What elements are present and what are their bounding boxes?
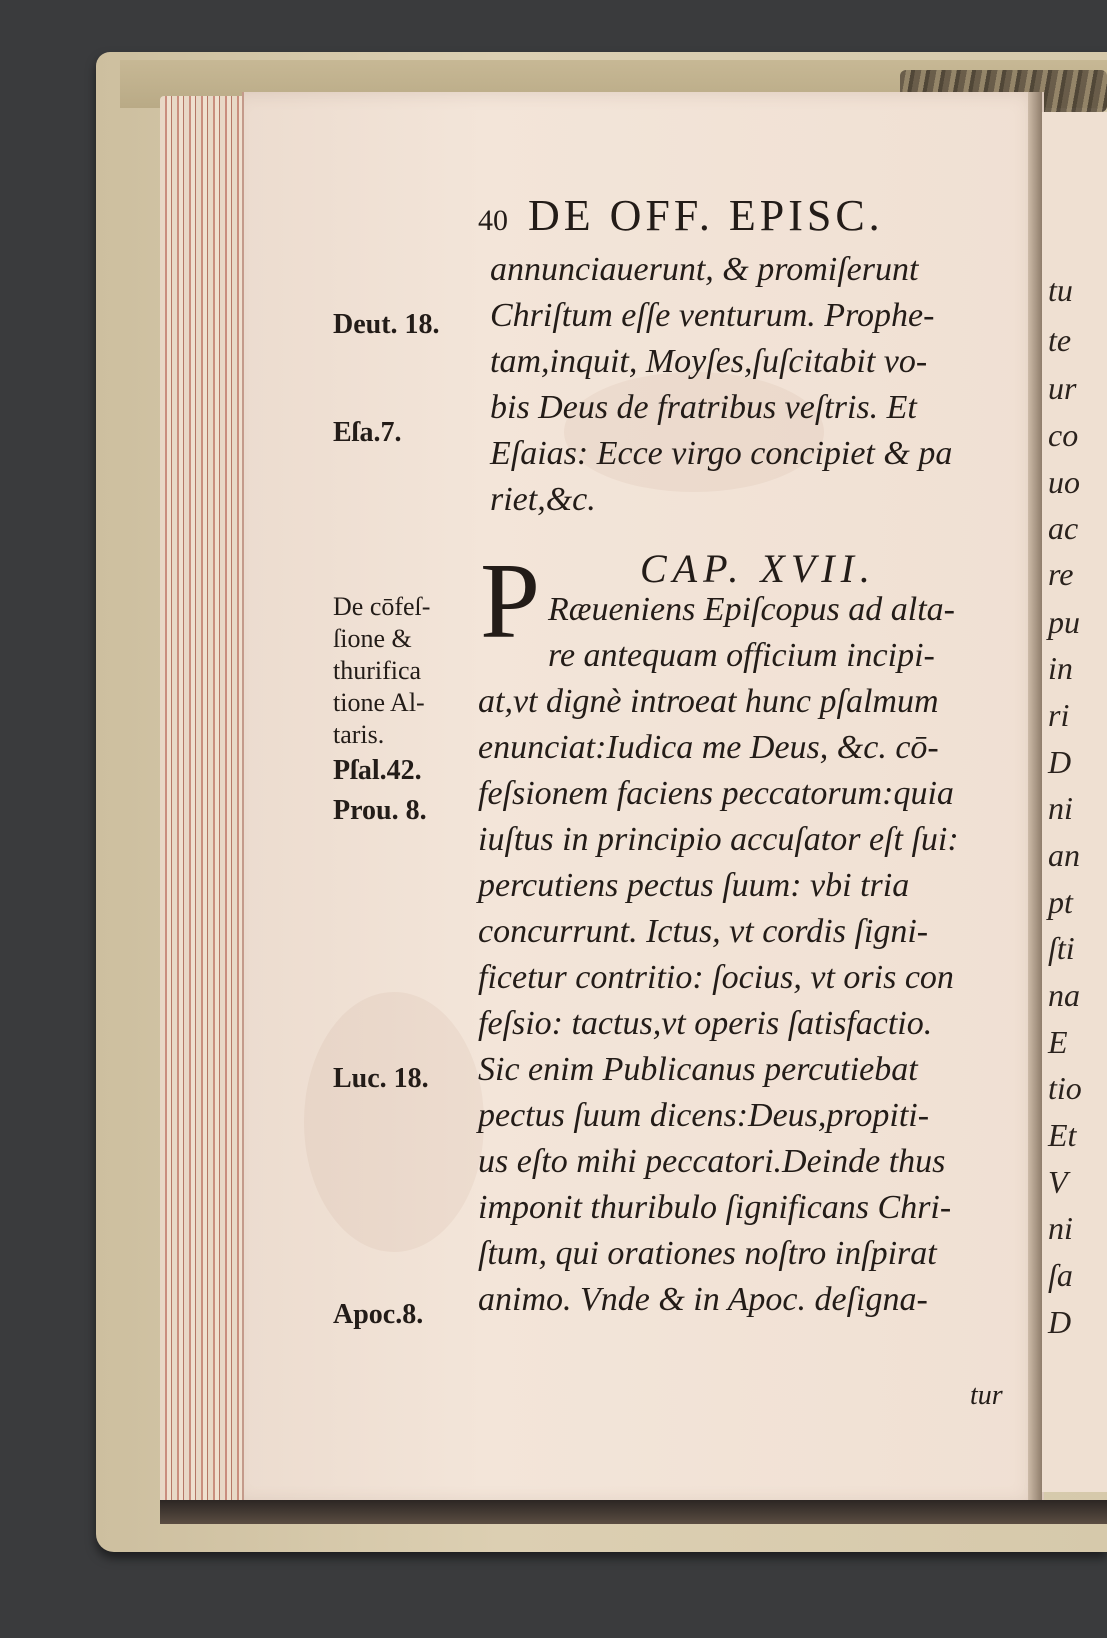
facing-fragment: an <box>1048 837 1080 873</box>
facing-fragment: in <box>1048 650 1073 686</box>
text-line: annunciauerunt, & promiſerunt <box>490 251 919 288</box>
facing-fragment: te <box>1048 322 1072 358</box>
page-number: 40 <box>478 204 508 237</box>
facing-fragment: tio <box>1048 1070 1082 1106</box>
catchword: tur <box>970 1380 1003 1411</box>
text-line: enunciat:Iudica me Deus, &c. cō- <box>478 729 939 766</box>
paper-stain <box>304 992 484 1252</box>
facing-fragment: ur <box>1048 370 1077 406</box>
facing-fragment: tu <box>1048 272 1073 308</box>
facing-fragment: re <box>1048 556 1074 592</box>
margin-note: ſione & <box>333 624 412 653</box>
margin-note: Pſal.42. <box>333 755 422 786</box>
text-line: ſtum, qui orationes noſtro inſpirat <box>478 1235 937 1272</box>
facing-fragment: Et <box>1048 1117 1077 1153</box>
margin-note: Apoc.8. <box>333 1299 424 1330</box>
facing-fragment: ſa <box>1048 1257 1073 1293</box>
text-line: ficetur contritio: ſocius, vt oris con <box>478 959 954 996</box>
gutter <box>1028 92 1042 1504</box>
text-line: pectus ſuum dicens:Deus,propiti- <box>478 1097 930 1134</box>
text-line: riet,&c. <box>490 481 596 518</box>
margin-note: thurifica <box>333 656 422 685</box>
margin-note: Luc. 18. <box>333 1063 429 1094</box>
text-line: at,vt dignè introeat hunc pſalmum <box>478 683 939 720</box>
margin-note: tione Al- <box>333 688 425 717</box>
drop-cap: P <box>480 542 541 661</box>
page-edges <box>160 96 255 1506</box>
facing-fragment: D <box>1048 744 1072 780</box>
facing-fragment: co <box>1048 417 1079 453</box>
margin-note: Eſa.7. <box>333 417 402 448</box>
facing-fragment: ni <box>1048 790 1073 826</box>
facing-page <box>1042 112 1107 1492</box>
margin-note: De cōfeſ- <box>333 592 431 621</box>
margin-note: taris. <box>333 720 385 749</box>
text-line: re antequam officium incipi- <box>548 637 935 674</box>
text-line: Eſaias: Ecce virgo concipiet & pa <box>490 435 953 472</box>
facing-fragment: uo <box>1048 464 1080 500</box>
text-line: us eſto mihi peccatori.Deinde thus <box>478 1143 946 1180</box>
text-line: bis Deus de fratribus veſtris. Et <box>490 389 917 426</box>
text-line: feſsionem faciens peccatorum:quia <box>478 775 954 812</box>
text-line: Chriſtum eſſe venturum. Prophe- <box>490 297 935 334</box>
text-line: tam,inquit, Moyſes,ſuſcitabit vo- <box>490 343 928 380</box>
text-line: Ræueniens Epiſcopus ad alta- <box>548 591 956 628</box>
text-line: Sic enim Publicanus percutiebat <box>478 1051 918 1088</box>
text-line: feſsio: tactus,vt operis ſatisfactio. <box>478 1005 933 1042</box>
facing-fragment: pu <box>1048 604 1080 640</box>
text-line: concurrunt. Ictus, vt cordis ſigni- <box>478 913 929 950</box>
facing-fragment: ni <box>1048 1210 1073 1246</box>
facing-fragment: pt <box>1048 884 1073 920</box>
facing-fragment: E <box>1048 1024 1068 1060</box>
facing-fragment: D <box>1048 1304 1072 1340</box>
text-line: iuſtus in principio accuſator eſt ſui: <box>478 821 959 858</box>
margin-note: Prou. 8. <box>333 795 427 826</box>
running-head-title: DE OFF. EPISC. <box>528 191 884 240</box>
facing-fragment: na <box>1048 977 1080 1013</box>
page-bottom-shadow <box>160 1500 1107 1524</box>
text-line: imponit thuribulo ſignificans Chri- <box>478 1189 952 1226</box>
chapter-heading: CAP. XVII. <box>640 546 876 591</box>
running-head <box>478 190 884 241</box>
facing-fragment: ac <box>1048 510 1079 546</box>
text-line: animo. Vnde & in Apoc. deſigna- <box>478 1281 928 1318</box>
facing-fragment: V <box>1048 1164 1068 1200</box>
facing-fragment: ſti <box>1048 930 1075 966</box>
facing-fragment: ri <box>1048 697 1070 733</box>
margin-note: Deut. 18. <box>333 309 440 340</box>
text-line: percutiens pectus ſuum: vbi tria <box>478 867 910 904</box>
